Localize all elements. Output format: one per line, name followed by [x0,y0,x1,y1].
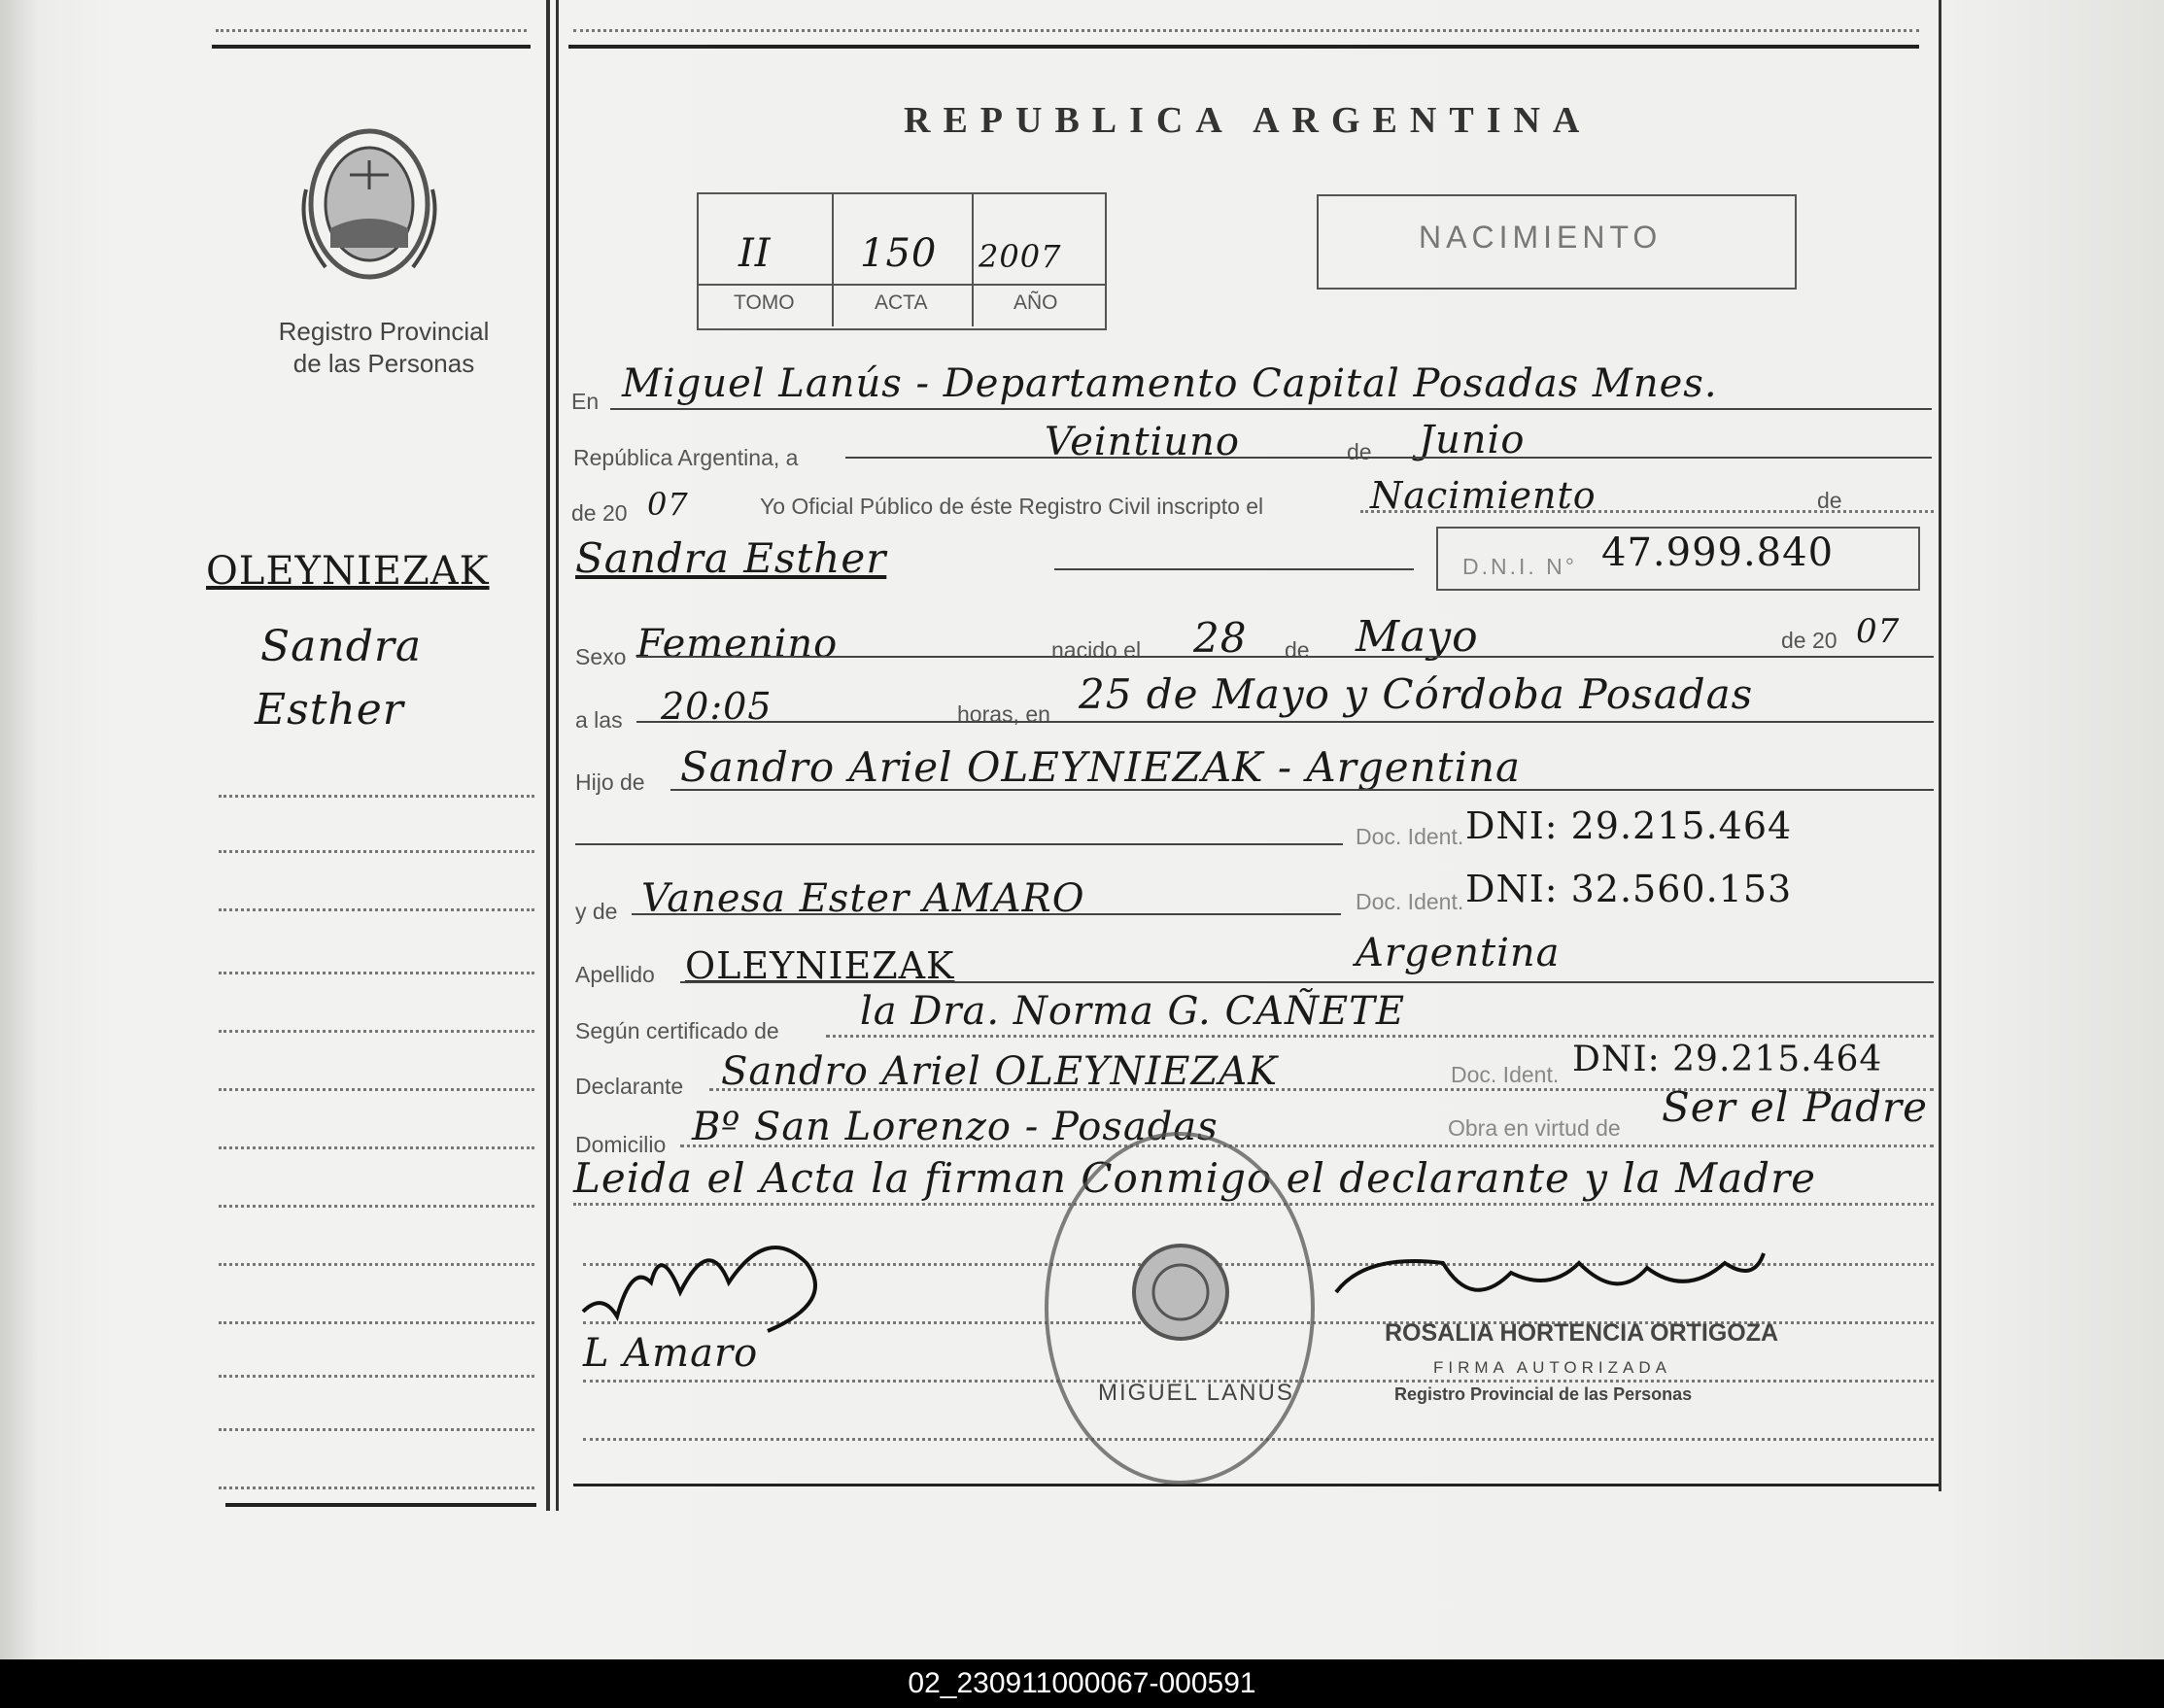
row-line [1054,568,1414,570]
declarant-signature-icon [573,1224,865,1341]
padre-value: Sandro Ariel OLEYNIEZAK - Argentina [680,743,1522,791]
inscripto-value: Nacimiento [1370,474,1597,517]
official-org: Registro Provincial de las Personas [1394,1384,1693,1404]
margin-line [219,850,534,853]
row-line [636,656,1934,658]
anio-label: AÑO [1013,291,1058,314]
anio-value: 2007 [979,238,1062,275]
margin-line [219,1205,534,1208]
bottom-rule-right [573,1484,1939,1486]
row-line [1360,510,1934,513]
margin-surname: OLEYNIEZAK [206,549,490,594]
doc-ident-1-value: DNI: 29.215.464 [1465,804,1793,847]
registry-line1: Registro Provincial [278,317,490,346]
margin-line [219,1428,534,1431]
doc-ident-3-value: DNI: 29.215.464 [1572,1040,1883,1079]
nacido-mes: Mayo [1356,612,1479,662]
nacido-dia: 28 [1193,614,1248,662]
row-line [680,981,1934,983]
row-line [845,457,1932,459]
en-value: Miguel Lanús - Departamento Capital Posadas Mnes. [622,361,1718,406]
row-line [636,721,1934,723]
domicilio-label: Domicilio [575,1132,667,1157]
margin-line [219,1146,534,1149]
tomo-value: II [739,231,772,276]
record-box-divider-1 [832,192,834,326]
declarante-label: Declarante [575,1074,684,1099]
top-dotted-right [573,29,1919,32]
de-label-2: de [1817,488,1842,513]
en-label: En [571,389,600,414]
obra-label: Obra en virtud de [1448,1115,1621,1141]
record-box-label-rule [697,284,1105,286]
margin-line [219,795,534,798]
top-dotted-left [216,29,527,32]
doc-ident-1-label: Doc. Ident. [1356,824,1464,849]
de20-label: de 20 [1781,628,1838,653]
madre-value: Vanesa Ester AMARO [641,876,1085,921]
margin-line [219,1375,534,1378]
horas-label: horas, en [957,701,1050,727]
nacido-anio: 07 [1856,612,1901,651]
margin-line [219,1030,534,1033]
oficial-text: Yo Oficial Público de éste Registro Civil inscripto el [760,494,1264,519]
top-rule-right [568,45,1919,49]
yde-label: y de [575,899,618,924]
dni-value: 47.999.840 [1601,530,1835,575]
column-divider [546,0,550,1511]
row-line [575,843,1343,845]
margin-line [219,908,534,911]
row-line [670,789,1934,791]
stamp-emblem-icon [1127,1239,1234,1346]
leida-value: Leida el Acta la firman Conmigo el declarante y la Madre [573,1154,1817,1202]
lugar-value: 25 de Mayo y Córdoba Posadas [1079,670,1754,718]
certificado-value: la Dra. Norma G. CAÑETE [860,989,1406,1034]
acta-value: 150 [860,231,938,276]
act-type: NACIMIENTO [1419,220,1663,255]
segun-label: Según certificado de [575,1018,779,1043]
acta-label: ACTA [875,291,928,314]
stamp-text: MIGUEL LANÚS [1098,1380,1294,1406]
dia-value: Veintiuno [1045,420,1240,464]
margin-line [219,972,534,974]
nacionalidad-value: Argentina [1356,931,1561,975]
nacido-label: nacido el [1051,637,1142,663]
sexo-value: Femenino [636,622,839,666]
de-label-3: de [1285,637,1310,663]
hora-value: 20:05 [661,685,773,728]
apellido-label: Apellido [575,962,655,987]
top-rule-left [212,45,531,49]
official-role: FIRMA AUTORIZADA [1433,1358,1671,1377]
footer-image-id: 02_230911000067-000591 [0,1659,2164,1708]
row-line [680,1144,1934,1147]
column-divider-2 [556,0,559,1511]
margin-line [219,1088,534,1091]
nombre-value: Sandra Esther [575,534,887,582]
margin-line [219,1263,534,1266]
record-box-divider-2 [972,192,974,326]
doc-ident-3-label: Doc. Ident. [1451,1062,1560,1087]
official-name: ROSALIA HORTENCIA ORTIGOZA [1385,1319,1779,1347]
declarante-value: Sandro Ariel OLEYNIEZAK [721,1049,1279,1094]
margin-line [219,1321,534,1324]
dni-label: D.N.I. N° [1462,554,1577,579]
row-line [826,1035,1934,1038]
tomo-label: TOMO [734,291,795,314]
sexo-label: Sexo [575,644,627,669]
row-line [610,408,1932,410]
official-signature-icon [1326,1234,1773,1321]
country-title: REPUBLICA ARGENTINA [904,100,1593,141]
left-signature-2: L Amaro [583,1331,759,1376]
provincial-seal-icon [296,121,442,287]
year-label: de 20 [571,500,628,526]
registry-line2: de las Personas [292,349,475,378]
obra-value: Ser el Padre [1662,1083,1928,1131]
doc-ident-2-value: DNI: 32.560.153 [1465,868,1793,910]
mes-value: Junio [1419,418,1526,462]
doc-ident-2-label: Doc. Ident. [1356,889,1464,914]
bottom-rule-left [225,1503,536,1507]
right-border [1939,0,1941,1491]
republica-label: República Argentina, a [573,445,799,470]
margin-line [219,1486,534,1489]
apellido-value: OLEYNIEZAK [685,944,955,987]
year-value: 07 [647,486,689,523]
domicilio-value: Bº San Lorenzo - Posadas [692,1105,1219,1149]
alas-label: a las [575,707,623,733]
margin-first-name: Sandra [260,622,423,671]
registry-name [248,316,520,380]
hijo-label: Hijo de [575,769,645,795]
de-label-1: de [1347,439,1372,464]
margin-middle-name: Esther [255,685,404,734]
row-line [632,913,1341,915]
